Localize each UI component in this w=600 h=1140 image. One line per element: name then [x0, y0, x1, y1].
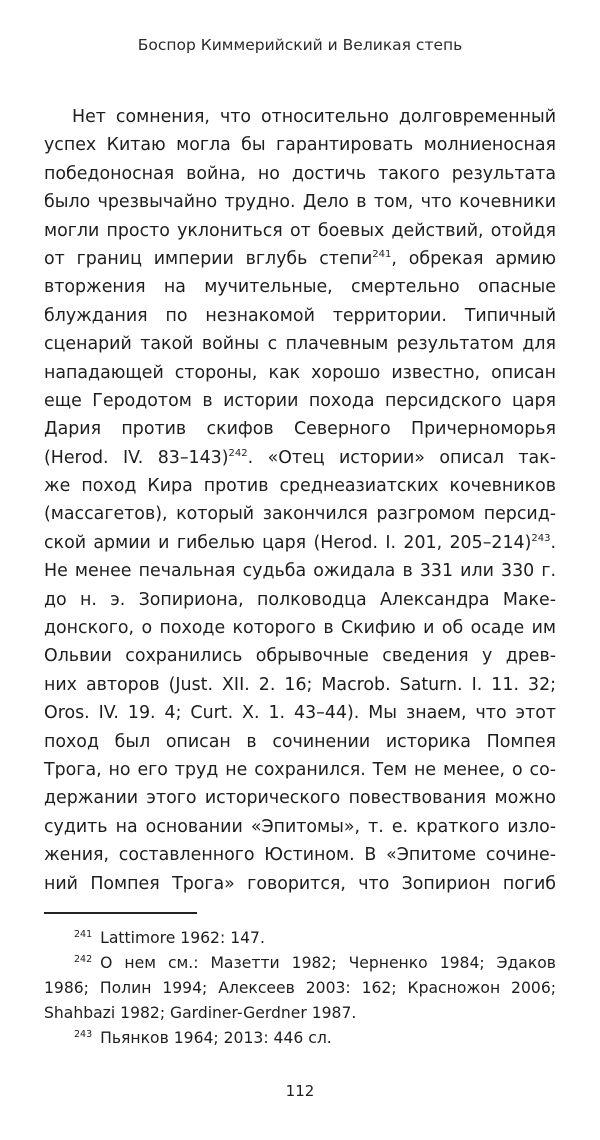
text-line — [44, 188, 556, 216]
text-line — [44, 614, 556, 642]
text-line — [44, 500, 556, 528]
line-text: сценарий такой войны с плачевным результатом для — [44, 334, 556, 355]
text-line — [44, 444, 556, 472]
line-text: донского, о походе которого в Скифию и об осаде им — [44, 618, 556, 639]
text-line — [44, 813, 556, 841]
page-number: 112 — [285, 1082, 315, 1100]
text-line — [44, 302, 556, 330]
text-line — [44, 586, 556, 614]
footnote-line — [44, 926, 556, 951]
line-text: поход был описан в сочинении историка Помпея — [44, 731, 556, 752]
footnote-text: Lattimore 1962: 147. — [100, 929, 265, 947]
line-text: ской армии и гибелью царя (Herod. I. 201, 205–214) — [44, 532, 532, 553]
text-line — [44, 671, 556, 699]
main-text — [44, 103, 556, 898]
line-text: жения, составленного Юстином. В «Эпитоме сочине- — [44, 845, 556, 866]
text-line — [44, 472, 556, 500]
text-line — [44, 330, 556, 358]
text-line — [44, 387, 556, 415]
line-text: судить на основании «Эпитомы», т. е. краткого изло- — [44, 816, 556, 837]
footnote-line — [44, 1026, 556, 1051]
line-text: еще Геродотом в истории похода персидского царя — [44, 390, 556, 411]
footnote-text: 1986; Полин 1994; Алексеев 2003: 162; Красножон 2006; — [44, 979, 556, 997]
line-text: до н. э. Зопириона, полководца Александра Маке- — [44, 589, 556, 610]
line-text: победоносная война, но достичь такого результата — [44, 163, 556, 184]
line-text: держании этого исторического повествования можно — [44, 788, 556, 809]
text-line — [44, 557, 556, 585]
text-line — [44, 359, 556, 387]
footnote-text: Пьянков 1964; 2013: 446 сл. — [100, 1029, 332, 1047]
text-line — [44, 529, 556, 557]
text-line — [44, 699, 556, 727]
footnote-text: О нем см.: Мазетти 1982; Черненко 1984; Эдаков — [100, 954, 556, 972]
line-text: , обрекая армию — [391, 248, 556, 269]
footnote-divider — [44, 912, 197, 914]
text-line — [44, 103, 556, 131]
line-text: от границ империи вглубь степи — [44, 248, 373, 269]
text-line — [44, 870, 556, 898]
footnote-line — [44, 1001, 556, 1026]
text-line — [44, 415, 556, 443]
line-text: же поход Кира против среднеазиатских кочевников — [44, 476, 556, 497]
line-text: (массагетов), который закончился разгромом персид- — [44, 504, 556, 525]
footnote-line — [44, 951, 556, 976]
text-line — [44, 642, 556, 670]
footnote-line — [44, 976, 556, 1001]
line-text: нападающей стороны, как хорошо известно, описан — [44, 362, 556, 383]
footnote-text: Shahbazi 1982; Gardiner-Gerdner 1987. — [44, 1004, 357, 1022]
text-line — [44, 217, 556, 245]
line-text: блуждания по незнакомой территории. Типичный — [44, 305, 556, 326]
line-text: могли просто уклониться от боевых действий, отойдя — [44, 220, 556, 241]
line-text: них авторов (Just. XII. 2. 16; Macrob. Saturn. I. 11. 32; — [44, 674, 556, 695]
text-line — [44, 131, 556, 159]
footnote-ref: 243 — [531, 532, 551, 544]
running-header: Боспор Киммерийский и Великая степь — [137, 36, 463, 54]
line-text: Трога, но его труд не сохранился. Тем не менее, о со- — [44, 759, 556, 780]
footnote-ref: 242 — [228, 447, 248, 459]
line-text: (Herod. IV. 83–143) — [44, 447, 229, 468]
line-text: Нет сомнения, что относительно долговременный — [72, 107, 556, 127]
footnote-number: 241 — [74, 929, 93, 940]
footnote-number: 243 — [74, 1029, 93, 1040]
line-text: Не менее печальная судьба ожидала в 331 или 330 г. — [44, 561, 556, 582]
text-line — [44, 756, 556, 784]
line-text: . «Отец истории» описал так- — [247, 447, 556, 468]
line-text: ний Помпея Трога» говорится, что Зопирион погиб — [44, 873, 556, 894]
line-text: было чрезвычайно трудно. Дело в том, что кочевники — [44, 192, 556, 213]
line-text: успех Китаю могла бы гарантировать молниеносная — [44, 135, 556, 156]
line-text: Oros. IV. 19. 4; Curt. X. 1. 43–44). Мы знаем, что этот — [44, 703, 556, 724]
line-text: . — [550, 532, 556, 553]
line-text: вторжения на мучительные, смертельно опасные — [44, 277, 556, 298]
text-line — [44, 273, 556, 301]
text-line — [44, 245, 556, 273]
footnotes — [44, 926, 556, 1051]
text-line — [44, 841, 556, 869]
text-line — [44, 728, 556, 756]
line-text: Дария против скифов Северного Причерноморья — [44, 419, 556, 440]
footnote-ref: 241 — [372, 248, 392, 260]
footnote-number: 242 — [74, 954, 93, 965]
text-line — [44, 784, 556, 812]
text-line — [44, 160, 556, 188]
line-text: Ольвии сохранились обрывочные сведения у древ- — [44, 646, 556, 667]
